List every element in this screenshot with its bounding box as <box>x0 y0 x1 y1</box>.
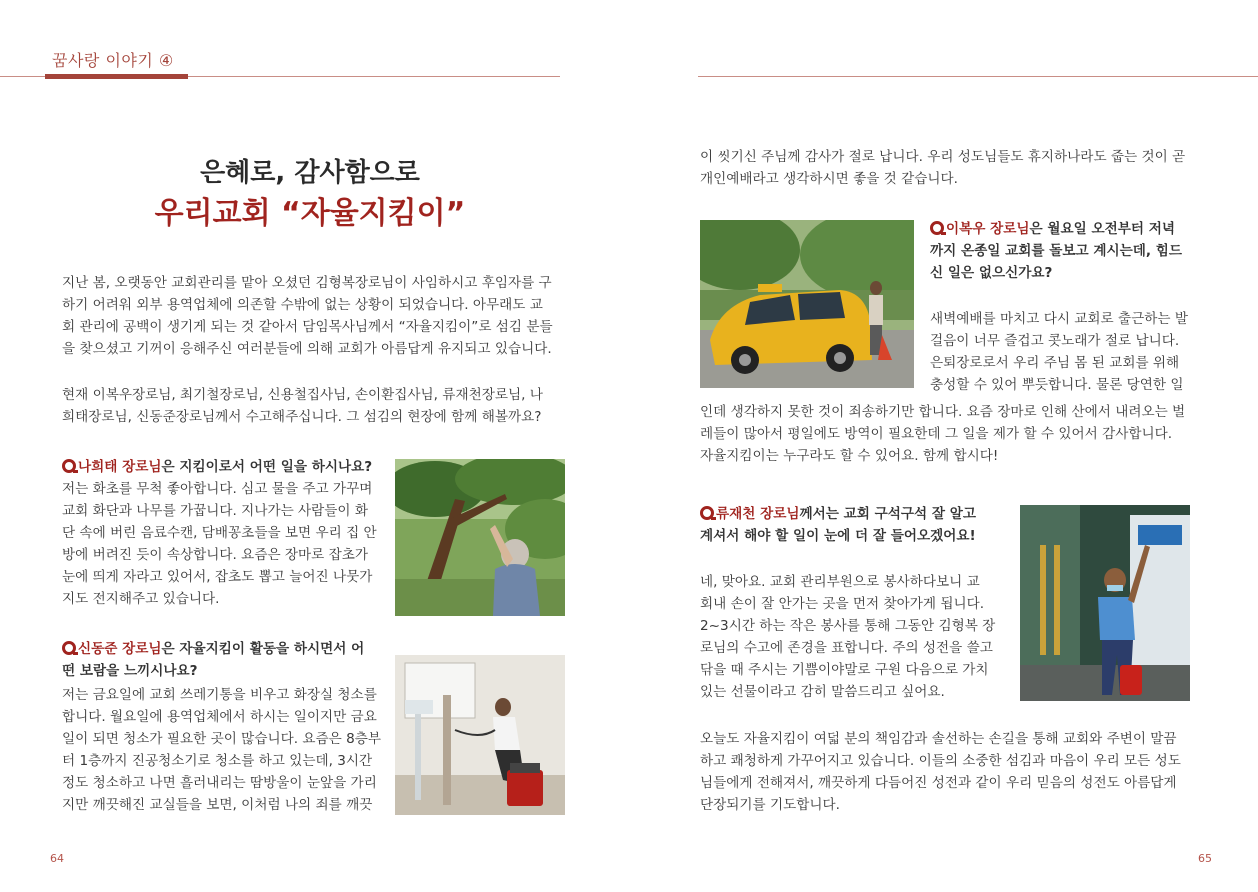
qa1-answer <box>62 478 392 610</box>
text-line: 떤 보람을 느끼시나요? <box>62 663 198 679</box>
qa2-answer <box>62 684 392 816</box>
text-line: 하기 어려워 외부 용역업체에 의존할 수밖에 없는 상황이 되었습니다. 아무래도 교 <box>62 297 543 313</box>
text-line: 교회 화단과 나무를 가꿉니다. 지나가는 사람들이 화 <box>62 503 369 519</box>
qa2-question <box>62 638 392 682</box>
header-rule-accent <box>45 74 188 79</box>
question-icon <box>62 641 76 655</box>
text-line: 있는 선물이라고 감히 말씀드리고 싶어요. <box>700 684 945 700</box>
text-line: 방에 버려진 듯이 속상합니다. 요즘은 장마로 잡초가 <box>62 547 369 563</box>
question-icon <box>930 221 944 235</box>
text-line: 은 자율지킴이 활동을 하시면서 어 <box>161 641 365 657</box>
text-line: 지만 깨끗해진 교실들을 보면, 이처럼 나의 죄를 깨끗 <box>62 797 373 813</box>
text-line: 네, 맞아요. 교회 관리부원으로 봉사하다보니 교 <box>700 574 980 590</box>
text-line: 눈에 띄게 자라고 있어서, 잡초도 뽑고 늘어진 나뭇가 <box>62 569 373 585</box>
qa3-person-name: 이복우 장로님 <box>946 221 1030 237</box>
text-line: 까지 온종일 교회를 돌보고 계시는데, 힘드 <box>930 243 1183 259</box>
qa1-question-text: 은 지킴이로서 어떤 일을 하시나요? <box>161 459 373 475</box>
text-line: 합니다. 월요일에 용역업체에서 하시는 일이지만 금요 <box>62 709 377 725</box>
text-line: 지난 봄, 오랫동안 교회관리를 맡아 오셨던 김형복장로님이 사임하시고 후임자를 구 <box>62 275 552 291</box>
text-line: 오늘도 자율지킴이 여덟 분의 책임감과 솔선하는 손길을 통해 교회와 주변이 말끔 <box>700 731 1177 747</box>
text-line: 자율지킴이는 누구라도 할 수 있어요. 함께 합시다! <box>700 448 999 464</box>
text-line: 2~3시간 하는 작은 봉사를 통해 그동안 김형복 장 <box>700 618 996 634</box>
text-line: 닦을 때 주시는 기쁨이야말로 구원 다음으로 가치 <box>700 662 989 678</box>
text-line: 인데 생각하지 못한 것이 죄송하기만 합니다. 요즘 장마로 인해 산에서 내려오는 벌 <box>700 404 1186 420</box>
header-rule-right <box>698 76 1258 77</box>
text-line: 은퇴장로로서 우리 주님 몸 된 교회를 위해 <box>930 355 1180 371</box>
text-line: 님들에게 전해져서, 깨끗하게 다듬어진 성전과 같이 우리 믿음의 성전도 아름답게 <box>700 775 1177 791</box>
qa3-answer-narrow <box>930 308 1194 396</box>
intro-paragraph-2 <box>62 384 568 428</box>
photo-gardening <box>395 459 565 616</box>
text-line: 터 1층까지 진공청소기로 청소를 하고 있는데, 3시간 <box>62 753 373 769</box>
text-line: 단 속에 버린 음료수캔, 담배꽁초들을 보면 우리 집 안 <box>62 525 377 541</box>
photo-vacuum-cleaning <box>395 655 565 815</box>
qa4-person-name: 류재천 장로님 <box>716 506 800 522</box>
text-line: 현재 이복우장로님, 최기철장로님, 신용철집사님, 손이환집사님, 류재천장로님, 나 <box>62 387 543 403</box>
text-line: 충성할 수 있어 뿌듯합니다. 물론 당연한 일 <box>930 377 1184 393</box>
text-line: 로님의 수고에 존경을 표합니다. 주의 성전을 쓸고 <box>700 640 993 656</box>
question-icon <box>62 459 76 473</box>
text-line: 저는 금요일에 교회 쓰레기통을 비우고 화장실 청소를 <box>62 687 377 703</box>
qa4-answer <box>700 571 1000 703</box>
text-line: 계셔서 해야 할 일이 눈에 더 잘 들어오겠어요! <box>700 528 976 544</box>
text-line: 신 일은 없으신가요? <box>930 265 1053 281</box>
qa1-person-name: 나희태 장로님 <box>78 459 162 475</box>
article-title-line1: 은혜로, 감사함으로 <box>200 158 420 188</box>
qa3-question <box>930 218 1194 284</box>
text-line: 정도 청소하고 나면 흘러내리는 땀방울이 눈앞을 가리 <box>62 775 377 791</box>
article-title-line2: 우리교회 “자율지킴이” <box>154 196 466 231</box>
text-line: 개인예배라고 생각하시면 좋을 것 같습니다. <box>700 171 958 187</box>
text-line: 레들이 많아서 평일에도 방역이 필요한데 그 일을 제가 할 수 있어서 감사합니다. <box>700 426 1173 442</box>
page-number-right: 65 <box>1198 852 1212 865</box>
qa2-person-name: 신동준 장로님 <box>78 641 162 657</box>
text-line: 께서는 교회 구석구석 잘 알고 <box>799 506 977 522</box>
text-line: 회내 손이 잘 안가는 곳을 먼저 찾아가게 됩니다. <box>700 596 985 612</box>
closing-paragraph <box>700 728 1194 816</box>
page-number-left: 64 <box>50 852 64 865</box>
text-line: 회 관리에 공백이 생기게 되는 것 같아서 담임목사님께서 “자율지킴이”로 섬김 분들 <box>62 319 553 335</box>
text-line: 은 월요일 오전부터 저녁 <box>1029 221 1176 237</box>
right-top-paragraph <box>700 146 1194 190</box>
intro-paragraph-1 <box>62 272 568 360</box>
text-line: 일이 되면 청소가 필요한 곳이 많습니다. 요즘은 8층부 <box>62 731 381 747</box>
qa1-question <box>62 456 392 478</box>
text-line: 지도 전지해주고 있습니다. <box>62 591 220 607</box>
photo-yellow-car <box>700 220 914 388</box>
text-line: 새벽예배를 마치고 다시 교회로 출근하는 발 <box>930 311 1188 327</box>
question-icon <box>700 506 714 520</box>
qa4-question <box>700 503 1010 547</box>
text-line: 을 찾으셨고 기꺼이 응해주신 여러분들에 의해 교회가 아름답게 유지되고 있습니다. <box>62 341 552 357</box>
text-line: 하고 쾌청하게 가꾸어지고 있습니다. 이들의 소중한 섬김과 마음이 우리 모든 성도 <box>700 753 1181 769</box>
text-line: 단장되기를 기도합니다. <box>700 797 840 813</box>
text-line: 저는 화초를 무척 좋아합니다. 심고 물을 주고 가꾸며 <box>62 481 373 497</box>
section-label: 꿈사랑 이야기 ④ <box>52 51 174 70</box>
text-line: 희태장로님, 신동준장로님께서 수고해주십니다. 그 섬김의 현장에 함께 해볼까요? <box>62 409 542 425</box>
photo-disinfection <box>1020 505 1190 701</box>
text-line: 걸음이 너무 즐겁고 콧노래가 절로 납니다. <box>930 333 1180 349</box>
qa3-answer-wide <box>700 401 1194 467</box>
text-line: 이 씻기신 주님께 감사가 절로 납니다. 우리 성도님들도 휴지하나라도 줍는 것이 곧 <box>700 149 1186 165</box>
